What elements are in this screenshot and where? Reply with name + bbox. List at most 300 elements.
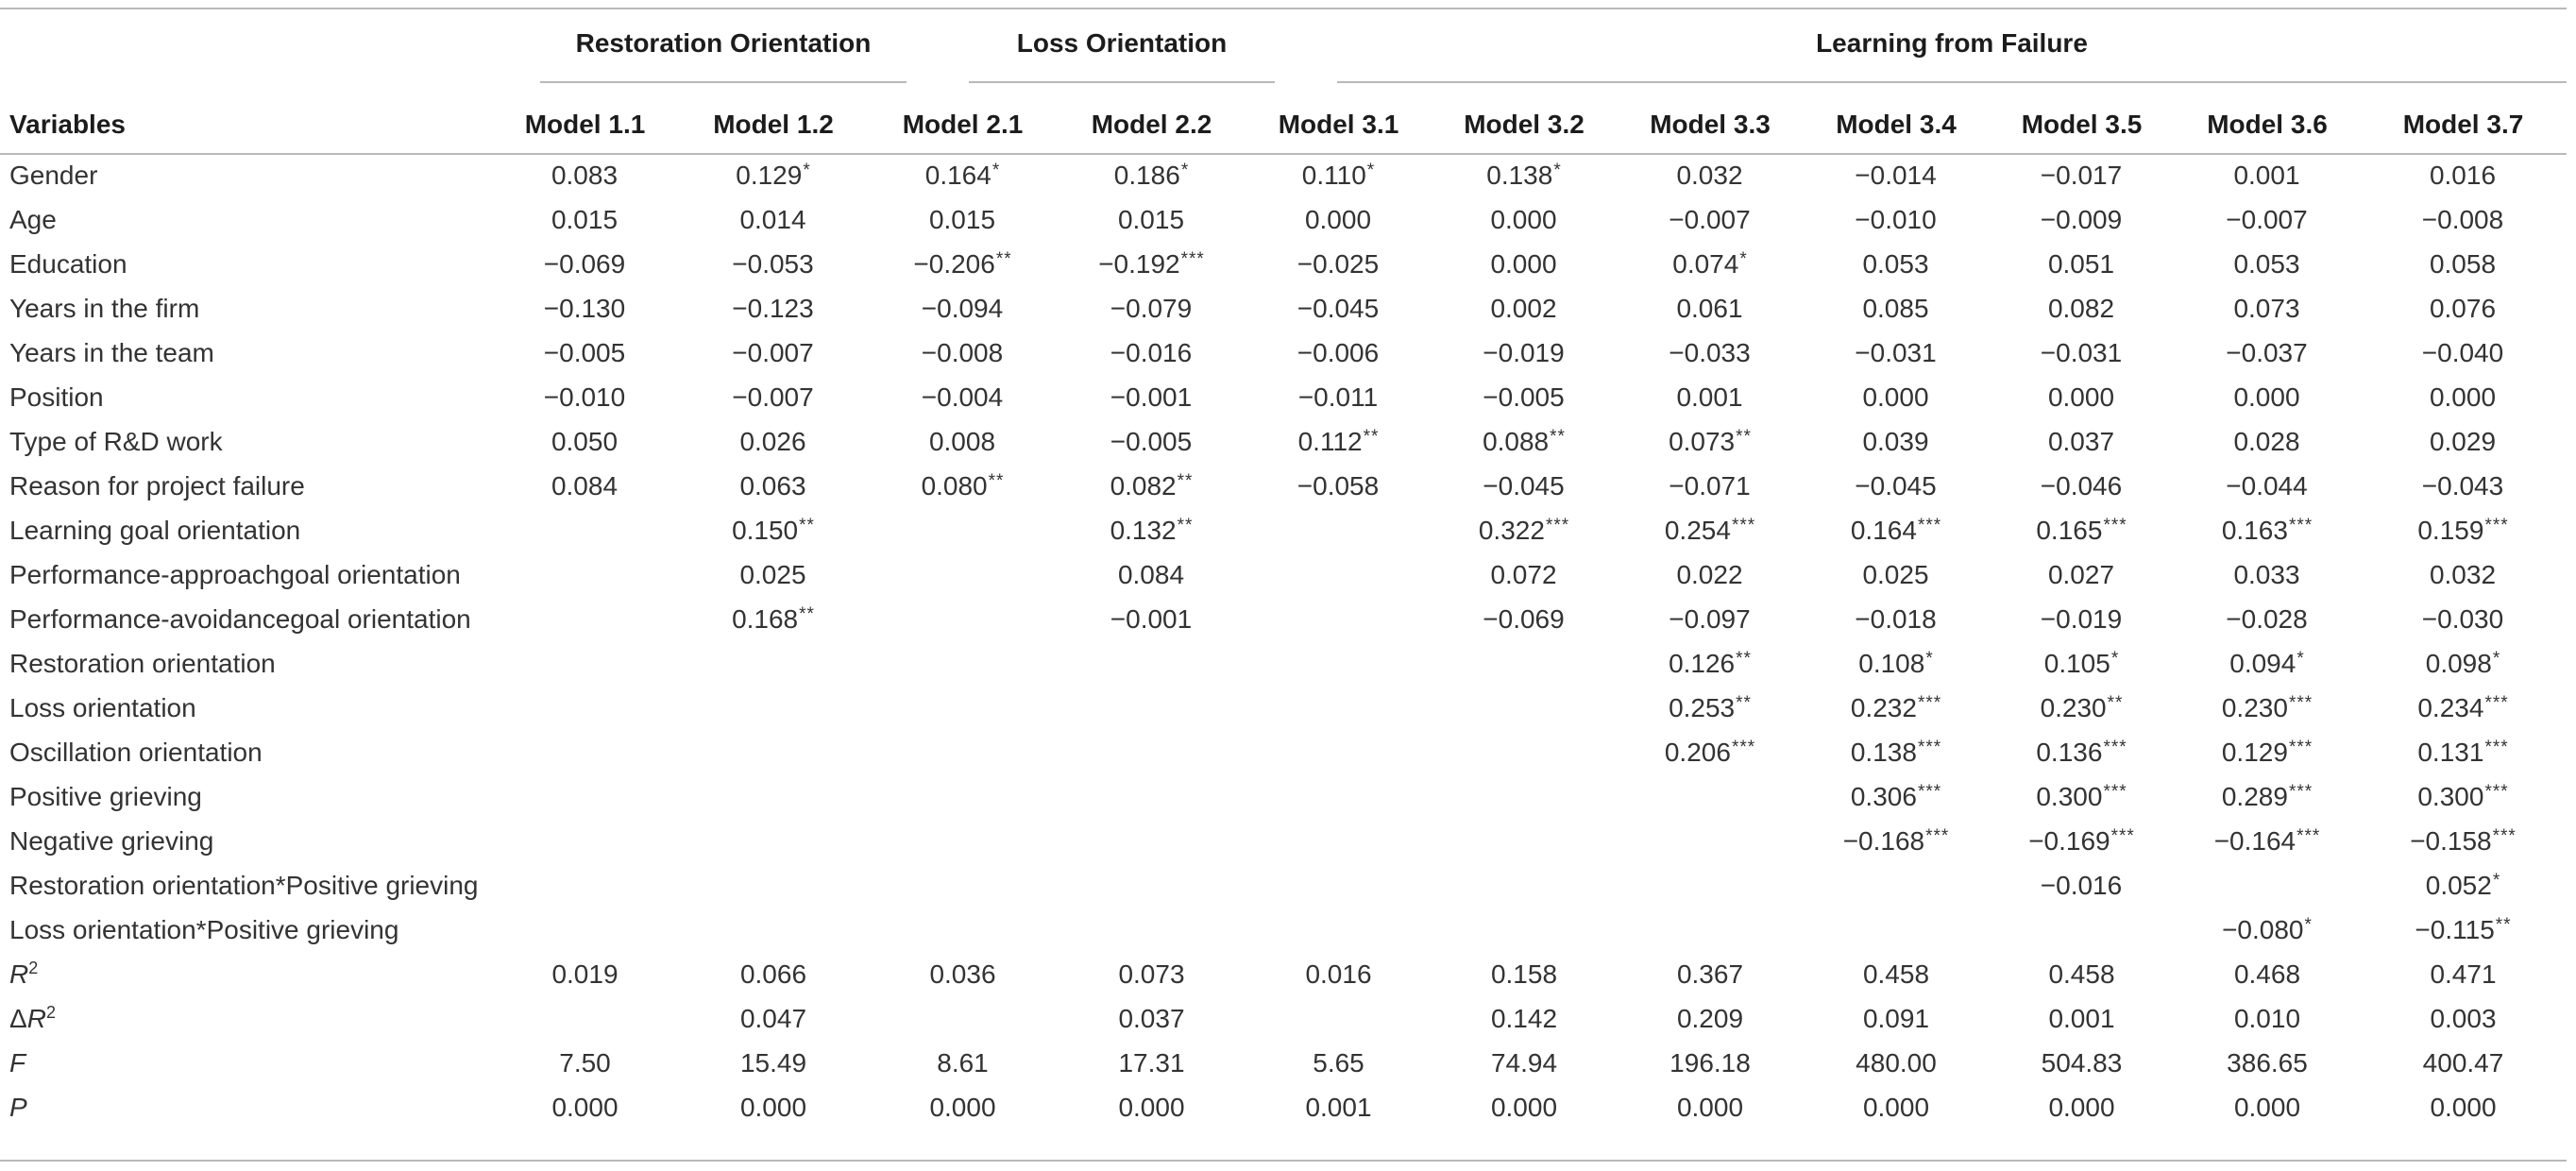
coefficient-cell: [1617, 686, 1804, 730]
coefficient-value: −0.019: [2040, 603, 2123, 634]
variables-header: Variables: [9, 110, 126, 139]
coefficient-cell: [868, 419, 1058, 464]
stat-cell: 0.209: [1676, 1003, 1744, 1033]
significance-stars: **: [1736, 648, 1752, 669]
significance-stars: ***: [2103, 737, 2127, 757]
coefficient-value: 0.110: [1301, 160, 1366, 190]
significance-stars: *: [2296, 648, 2305, 669]
coefficient-cell: [1617, 419, 1804, 464]
coefficient-cell: [679, 597, 868, 641]
coefficient-cell: [1989, 686, 2175, 730]
coefficient-value: 0.039: [1862, 426, 1929, 456]
coefficient-value: 0.094: [2229, 648, 2296, 678]
coefficient-value: 0.080: [921, 470, 988, 501]
coefficient-cell: [1432, 464, 1617, 508]
coefficient-cell: [868, 464, 1058, 508]
coefficient-value: 0.232: [1850, 692, 1917, 722]
coefficient-cell: [868, 508, 1058, 552]
stat-cell: 0.000: [1118, 1092, 1185, 1122]
coefficient-cell: [491, 331, 679, 375]
coefficient-value: −0.005: [1483, 382, 1565, 412]
coefficient-cell: [1804, 908, 1989, 952]
coefficient-cell: [1058, 863, 1246, 908]
coefficient-value: 0.000: [1862, 382, 1929, 412]
coefficient-cell: [679, 153, 868, 197]
coefficient-cell: [2360, 552, 2567, 597]
coefficient-value: −0.130: [543, 293, 626, 323]
coefficient-cell: [491, 464, 679, 508]
coefficient-cell: [1246, 819, 1432, 863]
coefficient-value: 0.051: [2047, 248, 2115, 279]
coefficient-value: −0.192: [1098, 248, 1180, 279]
significance-stars: ***: [2492, 825, 2517, 846]
variable-label: Position: [9, 382, 104, 412]
coefficient-cell: [679, 419, 868, 464]
significance-stars: ***: [1917, 781, 1942, 802]
stat-cell: 400.47: [2422, 1047, 2504, 1078]
variable-label: Performance-approachgoal orientation: [9, 559, 461, 589]
coefficient-cell: [1989, 552, 2175, 597]
coefficient-cell: [1058, 153, 1246, 197]
coefficient-cell: [1804, 286, 1989, 331]
table-row: [0, 197, 2567, 242]
coefficient-cell: [2360, 597, 2567, 641]
coefficient-cell: [1246, 863, 1432, 908]
coefficient-cell: [1989, 819, 2175, 863]
coefficient-value: −0.040: [2421, 337, 2504, 367]
stat-cell: 0.000: [739, 1092, 807, 1122]
coefficient-cell: [1432, 153, 1617, 197]
coefficient-value: −0.053: [732, 248, 814, 279]
coefficient-cell: [1804, 597, 1989, 641]
coefficient-cell: [2360, 197, 2567, 242]
coefficient-value: 0.032: [1676, 160, 1743, 190]
coefficient-cell: [868, 286, 1058, 331]
coefficient-cell: [2175, 597, 2360, 641]
variable-label: Gender: [9, 160, 98, 190]
significance-stars: ***: [2110, 825, 2135, 846]
significance-stars: *: [1180, 160, 1190, 180]
table-body: [0, 153, 2567, 1129]
significance-stars: *: [991, 160, 1001, 180]
coefficient-cell: [1246, 508, 1432, 552]
coefficient-value: −0.043: [2421, 470, 2504, 501]
coefficient-cell: [679, 464, 868, 508]
coefficient-value: 0.000: [1490, 248, 1557, 279]
coefficient-cell: [1804, 197, 1989, 242]
coefficient-cell: [1989, 597, 2175, 641]
coefficient-value: 0.138: [1850, 737, 1917, 767]
coefficient-value: 0.083: [551, 160, 619, 190]
coefficient-value: −0.016: [2040, 870, 2123, 900]
coefficient-value: −0.019: [1483, 337, 1565, 367]
significance-stars: ***: [1917, 515, 1942, 535]
coefficient-value: −0.031: [2040, 337, 2123, 367]
coefficient-cell: [679, 686, 868, 730]
table-row: [0, 730, 2567, 774]
coefficient-value: −0.164: [2213, 825, 2296, 856]
table-row: [0, 863, 2567, 908]
stat-letter: P: [9, 1093, 27, 1122]
coefficient-cell: [679, 197, 868, 242]
significance-stars: **: [2495, 914, 2512, 935]
coefficient-value: −0.030: [2421, 603, 2504, 634]
stat-cell: [491, 996, 679, 1041]
stat-cell: 0.000: [929, 1092, 996, 1122]
coefficient-cell: [2175, 197, 2360, 242]
coefficient-cell: [1432, 730, 1617, 774]
coefficient-cell: [2360, 730, 2567, 774]
stat-cell: 0.066: [739, 959, 807, 989]
coefficient-cell: [1989, 197, 2175, 242]
stat-cell: 8.61: [937, 1047, 989, 1078]
coefficient-cell: [2175, 552, 2360, 597]
coefficient-cell: [1617, 197, 1804, 242]
coefficient-value: −0.045: [1296, 293, 1380, 323]
coefficient-value: −0.028: [2226, 603, 2308, 634]
coefficient-cell: [1058, 508, 1246, 552]
coefficient-cell: [2360, 863, 2567, 908]
coefficient-value: 0.000: [1304, 204, 1372, 234]
header-row: [0, 96, 2567, 153]
stat-cell: 5.65: [1313, 1047, 1364, 1078]
group-underline-restoration: [540, 81, 907, 83]
coefficient-cell: [868, 375, 1058, 419]
variable-label: Oscillation orientation: [9, 737, 263, 767]
coefficient-cell: [2360, 686, 2567, 730]
coefficient-cell: [1058, 819, 1246, 863]
coefficient-value: 0.108: [1858, 648, 1925, 678]
coefficient-value: −0.010: [543, 382, 626, 412]
coefficient-cell: [2360, 153, 2567, 197]
stat-cell: 0.471: [2430, 959, 2497, 989]
coefficient-value: 0.029: [2429, 426, 2497, 456]
stat-prefix: Δ: [9, 1004, 27, 1033]
significance-stars: ***: [1917, 737, 1942, 757]
coefficient-value: 0.008: [928, 426, 996, 456]
stat-cell: 480.00: [1856, 1047, 1937, 1078]
coefficient-cell: [1804, 641, 1989, 686]
coefficient-value: 0.300: [2417, 781, 2484, 811]
variable-label: Years in the team: [9, 337, 214, 367]
coefficient-value: 0.322: [1478, 515, 1545, 545]
coefficient-value: 0.072: [1490, 559, 1557, 589]
coefficient-cell: [1246, 419, 1432, 464]
coefficient-value: 0.032: [2429, 559, 2497, 589]
coefficient-value: 0.159: [2417, 515, 2484, 545]
stat-cell: 0.019: [551, 959, 619, 989]
table-row: [0, 908, 2567, 952]
significance-stars: *: [2304, 914, 2313, 935]
coefficient-cell: [1617, 908, 1804, 952]
group-header-learning: Learning from Failure: [1816, 28, 2088, 58]
coefficient-value: 0.085: [1862, 293, 1929, 323]
coefficient-value: 0.082: [1110, 470, 1177, 501]
coefficient-cell: [1432, 375, 1617, 419]
coefficient-cell: [1989, 863, 2175, 908]
coefficient-cell: [2175, 908, 2360, 952]
coefficient-cell: [1989, 774, 2175, 819]
coefficient-value: 0.253: [1669, 692, 1736, 722]
coefficient-cell: [1989, 242, 2175, 286]
stat-letter: R: [26, 1004, 46, 1033]
coefficient-cell: [1246, 375, 1432, 419]
coefficient-value: −0.046: [2040, 470, 2123, 501]
coefficient-cell: [1804, 730, 1989, 774]
coefficient-value: −0.097: [1669, 603, 1751, 634]
stat-cell: 196.18: [1669, 1047, 1751, 1078]
coefficient-cell: [2360, 464, 2567, 508]
significance-stars: ***: [1180, 248, 1205, 269]
coefficient-value: 0.028: [2233, 426, 2300, 456]
coefficient-cell: [1804, 331, 1989, 375]
significance-stars: ***: [1917, 692, 1942, 713]
coefficient-cell: [2175, 153, 2360, 197]
table-row: [0, 153, 2567, 197]
coefficient-cell: [491, 686, 679, 730]
coefficient-value: 0.025: [1862, 559, 1929, 589]
coefficient-cell: [1058, 419, 1246, 464]
coefficient-value: −0.033: [1669, 337, 1751, 367]
coefficient-cell: [679, 774, 868, 819]
coefficient-value: 0.131: [2417, 737, 2484, 767]
coefficient-value: −0.007: [2226, 204, 2308, 234]
stat-cell: 504.83: [2041, 1047, 2123, 1078]
coefficient-value: 0.129: [736, 160, 803, 190]
coefficient-cell: [1246, 242, 1432, 286]
coefficient-cell: [868, 242, 1058, 286]
coefficient-value: 0.000: [2429, 382, 2497, 412]
significance-stars: ***: [1731, 515, 1756, 535]
coefficient-value: 0.088: [1483, 426, 1550, 456]
coefficient-cell: [491, 197, 679, 242]
results-table: [0, 96, 2567, 1129]
variable-label: Loss orientation*Positive grieving: [9, 914, 399, 944]
coefficient-cell: [2175, 464, 2360, 508]
significance-stars: **: [988, 470, 1005, 491]
coefficient-cell: [1246, 908, 1432, 952]
coefficient-cell: [679, 552, 868, 597]
coefficient-cell: [2175, 375, 2360, 419]
coefficient-cell: [491, 508, 679, 552]
coefficient-value: 0.306: [1850, 781, 1917, 811]
stat-cell: 0.047: [739, 1003, 807, 1033]
coefficient-cell: [1432, 419, 1617, 464]
model-header: Model 3.2: [1464, 110, 1585, 139]
significance-stars: ***: [2288, 781, 2313, 802]
model-header: Model 3.1: [1278, 110, 1399, 139]
coefficient-cell: [1617, 819, 1804, 863]
stat-cell: 0.142: [1490, 1003, 1558, 1033]
coefficient-value: 0.082: [2047, 293, 2115, 323]
coefficient-cell: [1989, 331, 2175, 375]
model-header: Model 3.7: [2402, 110, 2524, 139]
table-row: [0, 686, 2567, 730]
coefficient-cell: [868, 641, 1058, 686]
stat-cell: 0.091: [1862, 1003, 1930, 1033]
stat-row: [0, 1085, 2567, 1129]
coefficient-cell: [2360, 641, 2567, 686]
coefficient-cell: [868, 153, 1058, 197]
coefficient-cell: [1432, 863, 1617, 908]
stat-cell: 0.036: [929, 959, 996, 989]
coefficient-cell: [1804, 774, 1989, 819]
coefficient-cell: [1989, 508, 2175, 552]
significance-stars: ***: [2103, 781, 2127, 802]
coefficient-cell: [1804, 686, 1989, 730]
coefficient-cell: [1617, 153, 1804, 197]
coefficient-cell: [679, 286, 868, 331]
coefficient-cell: [1246, 286, 1432, 331]
coefficient-cell: [868, 597, 1058, 641]
coefficient-value: 0.026: [739, 426, 806, 456]
significance-stars: **: [2107, 692, 2124, 713]
coefficient-value: 0.105: [2043, 648, 2110, 678]
coefficient-value: 0.138: [1486, 160, 1553, 190]
coefficient-value: −0.008: [921, 337, 1004, 367]
coefficient-value: 0.132: [1110, 515, 1177, 545]
coefficient-cell: [2360, 508, 2567, 552]
coefficient-value: −0.094: [921, 293, 1004, 323]
coefficient-cell: [1432, 242, 1617, 286]
coefficient-cell: [1432, 597, 1617, 641]
coefficient-cell: [1432, 908, 1617, 952]
coefficient-cell: [1058, 641, 1246, 686]
coefficient-value: 0.000: [2047, 382, 2115, 412]
coefficient-cell: [2175, 819, 2360, 863]
variable-label: Type of R&D work: [9, 426, 223, 456]
stat-cell: 0.003: [2430, 1003, 2497, 1033]
coefficient-cell: [1804, 508, 1989, 552]
stat-cell: 74.94: [1490, 1047, 1558, 1078]
significance-stars: ***: [1925, 825, 1950, 846]
coefficient-value: 0.001: [2233, 160, 2300, 190]
coefficient-value: 0.027: [2047, 559, 2115, 589]
coefficient-cell: [1058, 464, 1246, 508]
coefficient-cell: [1989, 641, 2175, 686]
coefficient-cell: [2175, 331, 2360, 375]
coefficient-cell: [1246, 597, 1432, 641]
variable-label: Restoration orientation: [9, 648, 276, 678]
significance-stars: *: [1553, 160, 1562, 180]
stat-label: [0, 996, 491, 1041]
coefficient-cell: [2175, 730, 2360, 774]
variable-label: Negative grieving: [9, 825, 214, 856]
table-row: [0, 819, 2567, 863]
coefficient-cell: [491, 730, 679, 774]
coefficient-value: 0.014: [739, 204, 806, 234]
coefficient-cell: [679, 242, 868, 286]
coefficient-cell: [1989, 730, 2175, 774]
coefficient-cell: [868, 686, 1058, 730]
coefficient-value: −0.007: [732, 337, 814, 367]
coefficient-value: 0.033: [2233, 559, 2300, 589]
coefficient-value: −0.016: [1110, 337, 1193, 367]
coefficient-value: 0.300: [2036, 781, 2103, 811]
significance-stars: **: [1550, 426, 1566, 447]
significance-stars: ***: [2484, 515, 2509, 535]
coefficient-cell: [1058, 242, 1246, 286]
group-underline-learning: [1337, 81, 2567, 83]
coefficient-cell: [1617, 331, 1804, 375]
coefficient-cell: [1246, 730, 1432, 774]
coefficient-cell: [1246, 197, 1432, 242]
coefficient-value: 0.164: [1850, 515, 1917, 545]
stat-cell: 0.000: [1490, 1092, 1558, 1122]
coefficient-cell: [1989, 464, 2175, 508]
coefficient-cell: [491, 908, 679, 952]
stat-cell: 0.073: [1118, 959, 1185, 989]
coefficient-value: 0.063: [739, 470, 806, 501]
coefficient-cell: [1617, 242, 1804, 286]
stat-cell: 17.31: [1118, 1047, 1185, 1078]
table-row: [0, 641, 2567, 686]
coefficient-cell: [868, 730, 1058, 774]
coefficient-cell: [1058, 375, 1246, 419]
significance-stars: *: [1366, 160, 1376, 180]
stat-label: [0, 952, 491, 996]
coefficient-cell: [1617, 774, 1804, 819]
significance-stars: ***: [2288, 515, 2313, 535]
coefficient-cell: [679, 641, 868, 686]
coefficient-cell: [1989, 375, 2175, 419]
stat-letter: R: [9, 959, 29, 989]
coefficient-cell: [1246, 686, 1432, 730]
coefficient-cell: [868, 552, 1058, 597]
coefficient-value: −0.006: [1296, 337, 1380, 367]
stat-letter: F: [9, 1048, 26, 1078]
coefficient-cell: [1432, 331, 1617, 375]
coefficient-value: 0.050: [551, 426, 619, 456]
table-row: [0, 464, 2567, 508]
coefficient-value: −0.025: [1296, 248, 1380, 279]
coefficient-value: 0.037: [2047, 426, 2115, 456]
significance-stars: ***: [2484, 692, 2509, 713]
stat-cell: 0.000: [551, 1092, 619, 1122]
coefficient-value: 0.230: [2040, 692, 2107, 722]
coefficient-value: −0.011: [1297, 382, 1379, 412]
variable-label: Learning goal orientation: [9, 515, 301, 545]
coefficient-value: −0.017: [2040, 160, 2123, 190]
significance-stars: ***: [2484, 737, 2509, 757]
coefficient-cell: [1246, 774, 1432, 819]
coefficient-cell: [679, 863, 868, 908]
coefficient-cell: [1432, 686, 1617, 730]
significance-stars: **: [1177, 515, 1194, 535]
top-rule: [0, 8, 2567, 9]
coefficient-value: 0.163: [2221, 515, 2288, 545]
coefficient-cell: [1246, 552, 1432, 597]
stat-cell: 0.001: [2048, 1003, 2115, 1033]
coefficient-cell: [1432, 197, 1617, 242]
coefficient-value: −0.005: [543, 337, 626, 367]
significance-stars: ***: [2288, 737, 2313, 757]
coefficient-cell: [868, 863, 1058, 908]
coefficient-cell: [491, 819, 679, 863]
stat-cell: 386.65: [2227, 1047, 2308, 1078]
significance-stars: **: [799, 515, 815, 535]
coefficient-value: 0.016: [2429, 160, 2497, 190]
coefficient-value: 0.074: [1672, 248, 1739, 279]
stat-cell: 0.010: [2233, 1003, 2301, 1033]
coefficient-cell: [1804, 819, 1989, 863]
stat-cell: 0.367: [1676, 959, 1744, 989]
stat-cell: 0.458: [2048, 959, 2115, 989]
significance-stars: *: [2492, 648, 2501, 669]
coefficient-value: −0.009: [2040, 204, 2123, 234]
variable-label: Positive grieving: [9, 781, 202, 811]
coefficient-cell: [1432, 508, 1617, 552]
